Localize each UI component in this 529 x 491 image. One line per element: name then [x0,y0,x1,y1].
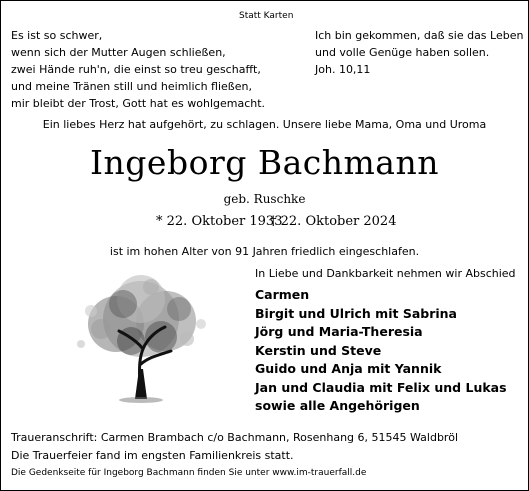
poem-right-line: und volle Genüge haben sollen. [315,46,490,59]
passing-text: ist im hohen Alter von 91 Jahren friedlich eingeschlafen. [109,245,420,258]
mourner-item: Carmen [255,287,310,302]
mourners-list [255,286,507,416]
maiden-name: geb. Ruschke [223,192,306,206]
poem-left-line: mir bleibt der Trost, Gott hat es wohlgemacht. [11,97,266,110]
deceased-name: Ingeborg Bachmann [90,143,439,182]
poem-left-line: zwei Hände ruh'n, die einst so treu geschafft, [11,63,261,76]
mourner-item: Birgit und Ulrich mit Sabrina [255,305,457,321]
mourner-item: Jan und Claudia mit Felix und Lukas [255,379,507,395]
mourner-item: Guido und Anja mit Yannik [255,361,442,376]
tree-illustration [61,269,221,409]
poem-left-line: Es ist so schwer, [11,29,103,42]
tree-foliage [77,275,206,357]
ceremony-text: Die Trauerfeier fand im engsten Familienkreis statt. [11,449,294,462]
farewell-intro: In Liebe und Dankbarkeit nehmen wir Abschied [255,267,516,280]
poem-right [315,27,523,78]
tree-trunk-base [135,369,147,399]
poem-left [11,27,265,112]
poem-right-line: Joh. 10,11 [315,63,371,76]
poem-left-line: und meine Tränen still und heimlich fließen, [11,80,252,93]
mourner-item: Kerstin und Steve [255,342,382,358]
poem-right-line: Ich bin gekommen, daß sie das Leben [315,29,524,42]
memorial-text: Die Gedenkseite für Ingeborg Bachmann finden Sie unter www.im-trauerfall.de [11,468,367,478]
mourner-item: Jörg und Maria-Theresia [255,324,423,339]
intro-text: Ein liebes Herz hat aufgehört, zu schlagen. Unsere liebe Mama, Oma und Uroma [42,118,487,131]
mourner-item: sowie alle Angehörigen [255,398,420,413]
tree-ground-shadow [119,397,163,403]
statt-karten-label: Statt Karten [239,11,294,21]
birth-date: * 22. Oktober 1933 [156,214,283,229]
death-date: † 22. Oktober 2024 [270,214,397,229]
poem-left-line: wenn sich der Mutter Augen schließen, [11,46,226,59]
address-text: Traueranschrift: Carmen Brambach c/o Bachmann, Rosenhang 6, 51545 Waldbröl [11,431,459,444]
